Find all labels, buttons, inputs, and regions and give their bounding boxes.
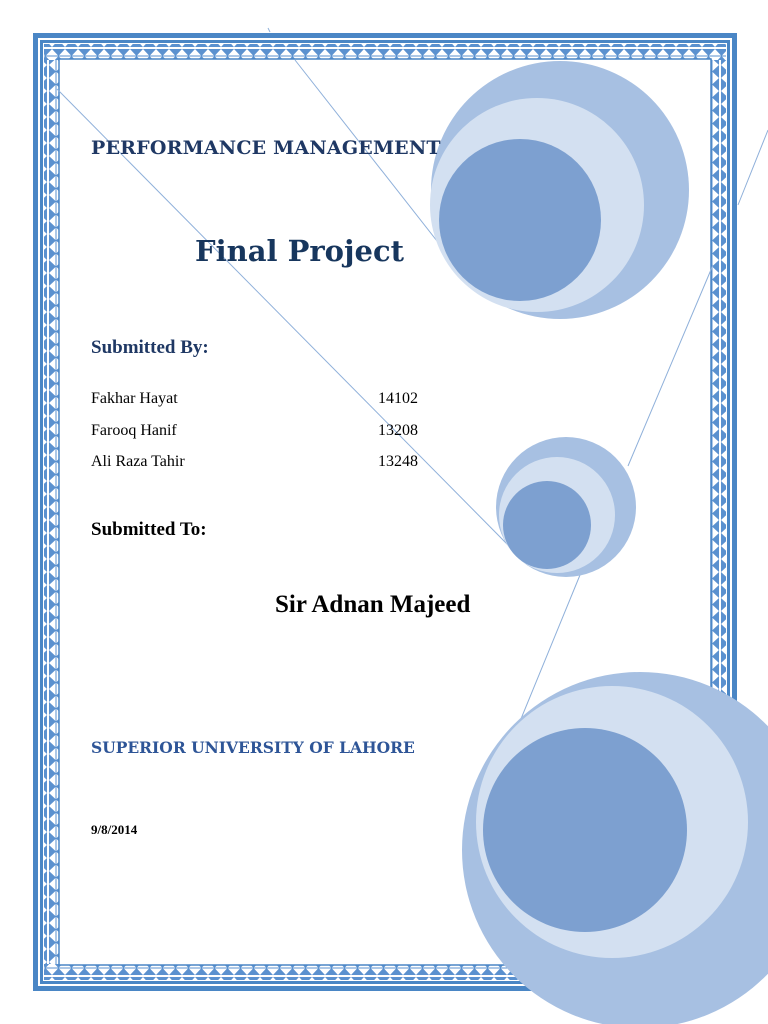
teacher-name: Sir Adnan Majeed: [275, 591, 471, 618]
university-name: SUPERIOR UNIVERSITY OF LAHORE: [91, 738, 415, 757]
member-name: Fakhar Hayat: [91, 390, 178, 407]
member-id: 13248: [378, 453, 418, 470]
course-title: PERFORMANCE MANAGEMENT: [91, 137, 441, 159]
member-id: 13208: [378, 422, 418, 439]
submitted-by-heading: Submitted By:: [91, 337, 209, 358]
circle-top: [430, 61, 689, 319]
submitted-to-heading: Submitted To:: [91, 519, 207, 540]
submission-date: 9/8/2014: [91, 822, 138, 837]
circle-middle: [496, 437, 636, 577]
member-id: 14102: [378, 390, 418, 407]
document-title: Final Project: [195, 234, 405, 268]
member-name: Farooq Hanif: [91, 422, 177, 439]
member-name: Ali Raza Tahir: [91, 453, 185, 470]
